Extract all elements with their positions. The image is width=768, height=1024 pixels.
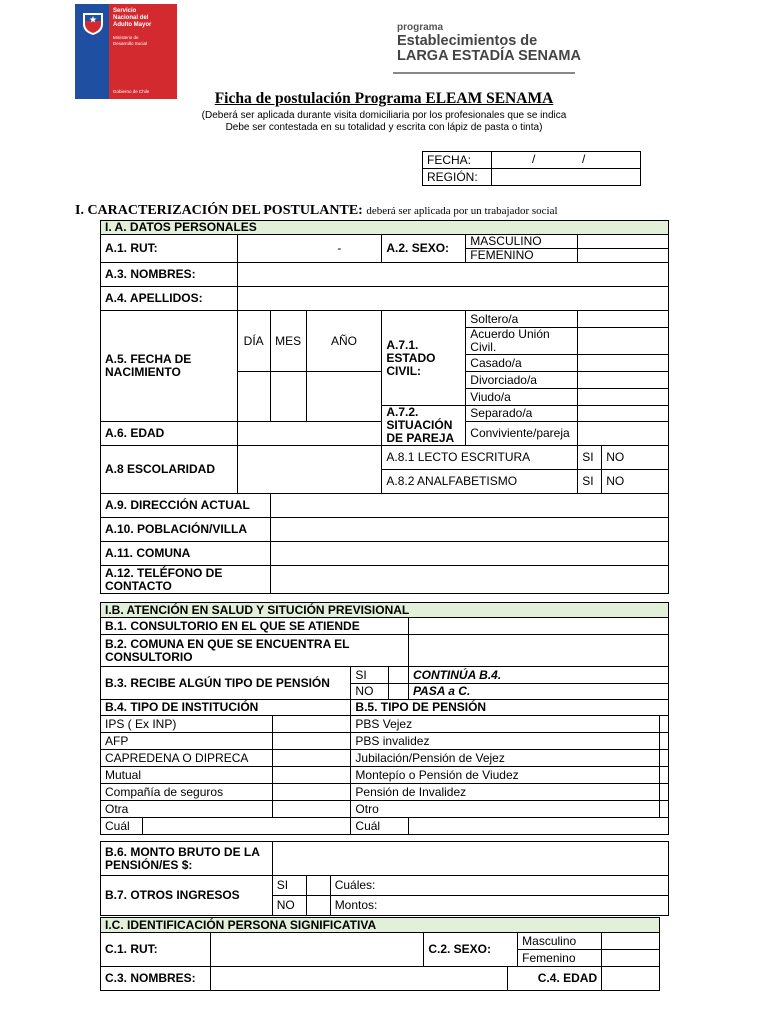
c-femenino: Femenino [518,950,602,967]
nombres-field[interactable] [237,263,668,287]
anio-field[interactable] [306,372,382,422]
ib-header: I.B. ATENCIÓN EN SALUD Y SITUCIÓN PREVISIONAL [101,603,669,618]
monto-bruto-label: B.6. MONTO BRUTO DE LA PENSIÓN/ES $: [101,842,273,876]
comuna-consultorio-label: B.2. COMUNA EN QUE SE ENCUENTRA EL CONSULTORIO [101,635,409,667]
pension-type-option: Jubilación/Pensión de Vejez [351,750,659,767]
subtitle-2: Debe ser contestada en su totalidad y escrita con lápiz de pasta o tinta) [225,122,543,133]
pension-si: SI [351,667,389,684]
pension-cual-field[interactable] [408,818,668,835]
coat-of-arms-icon [81,10,105,36]
sexo-femenino-check[interactable] [578,249,669,263]
ia-header: I. A. DATOS PERSONALES [101,221,669,235]
otros-no-check[interactable] [306,896,330,916]
fecha-nacimiento-label: A.5. FECHA DE NACIMIENTO [101,311,238,422]
otros-si: SI [272,876,306,896]
direccion-field[interactable] [270,494,668,518]
montos-label[interactable]: Montos: [330,896,668,916]
pension-type-check[interactable] [659,784,668,801]
pension-type-check[interactable] [659,767,668,784]
lecto-escritura-label: A.8.1 LECTO ESCRITURA [382,446,578,470]
consultorio-field[interactable] [408,618,668,635]
analf-no[interactable]: NO [602,470,669,494]
institucion-option: Mutual [101,767,273,784]
pension-type-check[interactable] [659,716,668,733]
page-title: Ficha de postulación Programa ELEAM SENAMA [214,90,554,107]
civil-option: Divorciado/a [466,372,578,389]
pension-si-check[interactable] [389,667,409,684]
civil-option: Acuerdo Unión Civil. [466,328,578,355]
civil-option: Separado/a [466,406,578,422]
institucion-cual-label: Cuál [101,818,143,835]
apellidos-label: A.4. APELLIDOS: [101,287,238,311]
otros-ingresos-label: B.7. OTROS INGRESOS [101,876,273,916]
ic-header: I.C. IDENTIFICACIÓN PERSONA SIGNIFICATIVA [101,918,660,933]
civil-check[interactable] [578,355,669,372]
comuna-consultorio-field[interactable] [408,635,668,667]
institucion-check[interactable] [272,767,350,784]
c-rut-label: C.1. RUT: [101,933,211,967]
institucion-cual-field[interactable] [142,818,351,835]
civil-check[interactable] [578,311,669,328]
program-line1: Establecimientos de [397,33,538,49]
region-field[interactable] [492,169,641,186]
poblacion-field[interactable] [270,518,668,542]
rut-label: A.1. RUT: [101,235,238,263]
edad-label: A.6. EDAD [101,422,238,446]
pension-type-check[interactable] [659,750,668,767]
conviviente-option: Conviviente/pareja [466,422,578,446]
lecto-no[interactable]: NO [602,446,669,470]
civil-option: Soltero/a [466,311,578,328]
otros-si-check[interactable] [306,876,330,896]
c-nombres-field[interactable] [210,967,507,991]
pension-cual-label: Cuál [351,818,409,835]
consultorio-label: B.1. CONSULTORIO EN EL QUE SE ATIENDE [101,618,409,635]
date-region-table [422,151,641,186]
dia-field[interactable] [237,372,270,422]
section-1-title: I. CARACTERIZACIÓN DEL POSTULANTE: deberá ser aplicada por un trabajador social [75,203,558,218]
c-masculino: Masculino [518,933,602,950]
sexo-masculino-check[interactable] [578,235,669,249]
institucion-check[interactable] [272,750,350,767]
institucion-option: IPS ( Ex INP) [101,716,273,733]
civil-option: Viudo/a [466,389,578,406]
salud-previsional-table [100,602,669,835]
c-femenino-check[interactable] [602,950,660,967]
c-rut-field[interactable] [210,933,423,967]
continua-note: CONTINÚA B.4. [408,667,668,684]
pasa-note: PASA a C. [408,684,668,700]
escolaridad-label: A.8 ESCOLARIDAD [101,446,238,494]
pension-label: B.3. RECIBE ALGÚN TIPO DE PENSIÓN [101,667,351,700]
c-nombres-label: C.3. NOMBRES: [101,967,211,991]
logo-org-name: Servicio Nacional del Adulto Mayor [113,8,152,28]
mes-field[interactable] [270,372,306,422]
poblacion-label: A.10. POBLACIÓN/VILLA [101,518,271,542]
civil-check[interactable] [578,328,669,355]
sexo-femenino: FEMENINO [466,249,578,263]
pension-type-option: Pensión de Invalidez [351,784,659,801]
program-line2: LARGA ESTADÍA SENAMA [397,48,581,64]
pension-type-check[interactable] [659,801,668,818]
pension-type-option: Otro [351,801,659,818]
senama-logo [75,4,177,99]
institucion-option: Compañía de seguros [101,784,273,801]
edad-field[interactable] [237,422,382,446]
logo-ministry: Ministerio de Desarrollo Social [113,35,148,46]
conviviente-check[interactable] [578,422,669,446]
civil-check[interactable] [578,372,669,389]
apellidos-field[interactable] [237,287,668,311]
rut-field[interactable]: - [237,235,382,263]
civil-check[interactable] [578,389,669,406]
sexo-masculino: MASCULINO [466,235,578,249]
institucion-option: CAPREDENA O DIPRECA [101,750,273,767]
program-logo [397,22,581,64]
subtitle-1: (Deberá ser aplicada durante visita domiciliaria por los profesionales que se indica [201,110,567,121]
fecha-label: FECHA: [423,152,492,169]
datos-personales-table [100,220,669,594]
analfabetismo-label: A.8.2 ANALFABETISMO [382,470,578,494]
pension-no: NO [351,684,389,700]
comuna-label: A.11. COMUNA [101,542,271,566]
logo-gov: Gobierno de Chile [113,89,150,94]
civil-check[interactable] [578,406,669,422]
dia-label: DÍA [237,311,270,372]
telefono-label: A.12. TELÉFONO DE CONTACTO [101,566,271,594]
ingresos-table [100,841,669,916]
institucion-option: Otra [101,801,273,818]
cuales-label[interactable]: Cuáles: [330,876,668,896]
pension-type-check[interactable] [659,733,668,750]
c-edad-label: C.4. EDAD [508,967,602,991]
c-masculino-check[interactable] [602,933,660,950]
c-edad-field[interactable] [602,967,660,991]
analf-si[interactable]: SI [578,470,602,494]
monto-bruto-field[interactable] [272,842,668,876]
nombres-label: A.3. NOMBRES: [101,263,238,287]
institucion-check[interactable] [272,784,350,801]
estado-civil-label: A.7.1. ESTADO CIVIL: [382,311,466,406]
direccion-label: A.9. DIRECCIÓN ACTUAL [101,494,271,518]
mes-label: MES [270,311,306,372]
tipo-institucion-label: B.4. TIPO DE INSTITUCIÓN [101,700,351,716]
pension-type-option: Montepío o Pensión de Viudez [351,767,659,784]
anio-label: AÑO [306,311,382,372]
sexo-label: A.2. SEXO: [382,235,466,263]
lecto-si[interactable]: SI [578,446,602,470]
fecha-field[interactable]: / / [492,152,641,169]
escolaridad-field[interactable] [237,446,382,494]
pension-no-check[interactable] [389,684,409,700]
institucion-check[interactable] [272,716,350,733]
c-sexo-label: C.2. SEXO: [424,933,518,967]
institucion-check[interactable] [272,733,350,750]
institucion-check[interactable] [272,801,350,818]
situacion-pareja-label: A.7.2. SITUACIÓN DE PAREJA [382,406,466,446]
pension-type-option: PBS Vejez [351,716,659,733]
program-label: programa [397,22,444,33]
tipo-pension-label: B.5. TIPO DE PENSIÓN [351,700,669,716]
civil-option: Casado/a [466,355,578,372]
pension-type-option: PBS invalidez [351,733,659,750]
telefono-field[interactable] [270,566,668,594]
comuna-field[interactable] [270,542,668,566]
institucion-option: AFP [101,733,273,750]
otros-no: NO [272,896,306,916]
region-label: REGIÓN: [423,169,492,186]
persona-significativa-table [100,917,660,991]
